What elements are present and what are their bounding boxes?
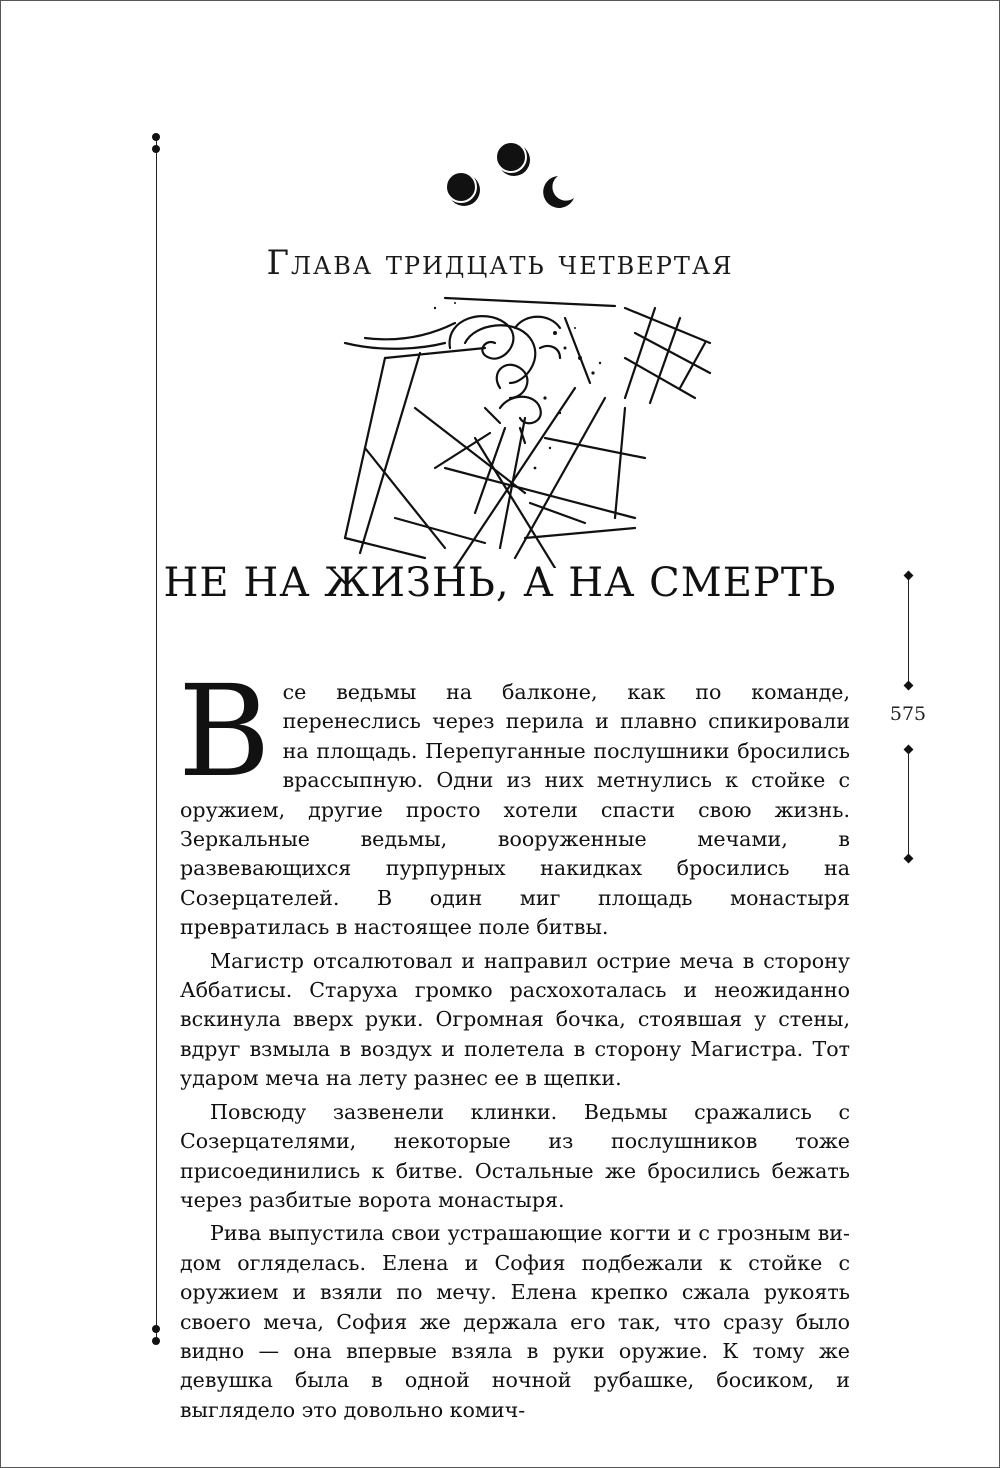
left-rule-top-dot bbox=[152, 133, 160, 141]
chapter-title: НЕ НА ЖИЗНЬ, А НА СМЕРТЬ bbox=[163, 560, 837, 606]
left-rule-bottom-dot bbox=[152, 1325, 160, 1333]
left-rule-bottom-dot bbox=[152, 1337, 160, 1345]
moon-phases-icon bbox=[440, 140, 590, 215]
paragraph bbox=[178, 658, 850, 943]
page-number-rule-bottom bbox=[908, 750, 909, 858]
paragraph-text: се ведьмы на балконе, как по команде, перенеслись через перила и плавно спикировали на площадь. Перепуганные послушники бросились врассыпную. Одни из них метнулись к стойке с оружием, другие просто хотели спасти свою жизнь. Зеркальные ведьмы, вооруженные мечами, в развевающихся пурпурных накидках бросились на Созерцателей. В один миг площадь монастыря превратилась в настоящее поле битвы. bbox=[180, 680, 850, 940]
paragraph: Рива выпустила свои устрашающие когти и с грозным видом огляделась. Елена и София подбежали к стойке с оружием и взяли по мечу. Елена крепко сжала рукоять своего меча, София же держала его так, что сразу было видно — она впервые взяла в руки оружие. К тому же девушка была в одной ночной рубашке, босиком, и выглядело это довольно комич- bbox=[180, 1221, 850, 1422]
paragraph: Магистр отсалютовал и направил острие меча в сторону Аббатисы. Старуха громко расхохоталась и неожиданно вскинула вверх руки. Огромная бочка, стоявшая у стены, вдруг взмыла в воздух и полетела в сторону Магистра. Тот ударом меча на лету разнес ее в щепки. bbox=[180, 948, 850, 1091]
broken-glass-illustration bbox=[325, 288, 720, 568]
drop-cap: В bbox=[178, 658, 271, 805]
body-text bbox=[178, 658, 850, 1429]
left-margin-rule bbox=[156, 133, 157, 1343]
chapter-label: Глава тридцать четвертая bbox=[266, 243, 734, 283]
paragraph: Повсюду зазвенели клинки. Ведьмы сражались с Созерцателями, некоторые из послушников тоже присоединились к битве. Остальные же бросились бежать через разбитые ворота монастыря. bbox=[180, 1099, 850, 1212]
left-rule-top-dot bbox=[152, 145, 160, 153]
page-number-rule-top bbox=[908, 577, 909, 685]
page-number: 575 bbox=[889, 703, 927, 725]
